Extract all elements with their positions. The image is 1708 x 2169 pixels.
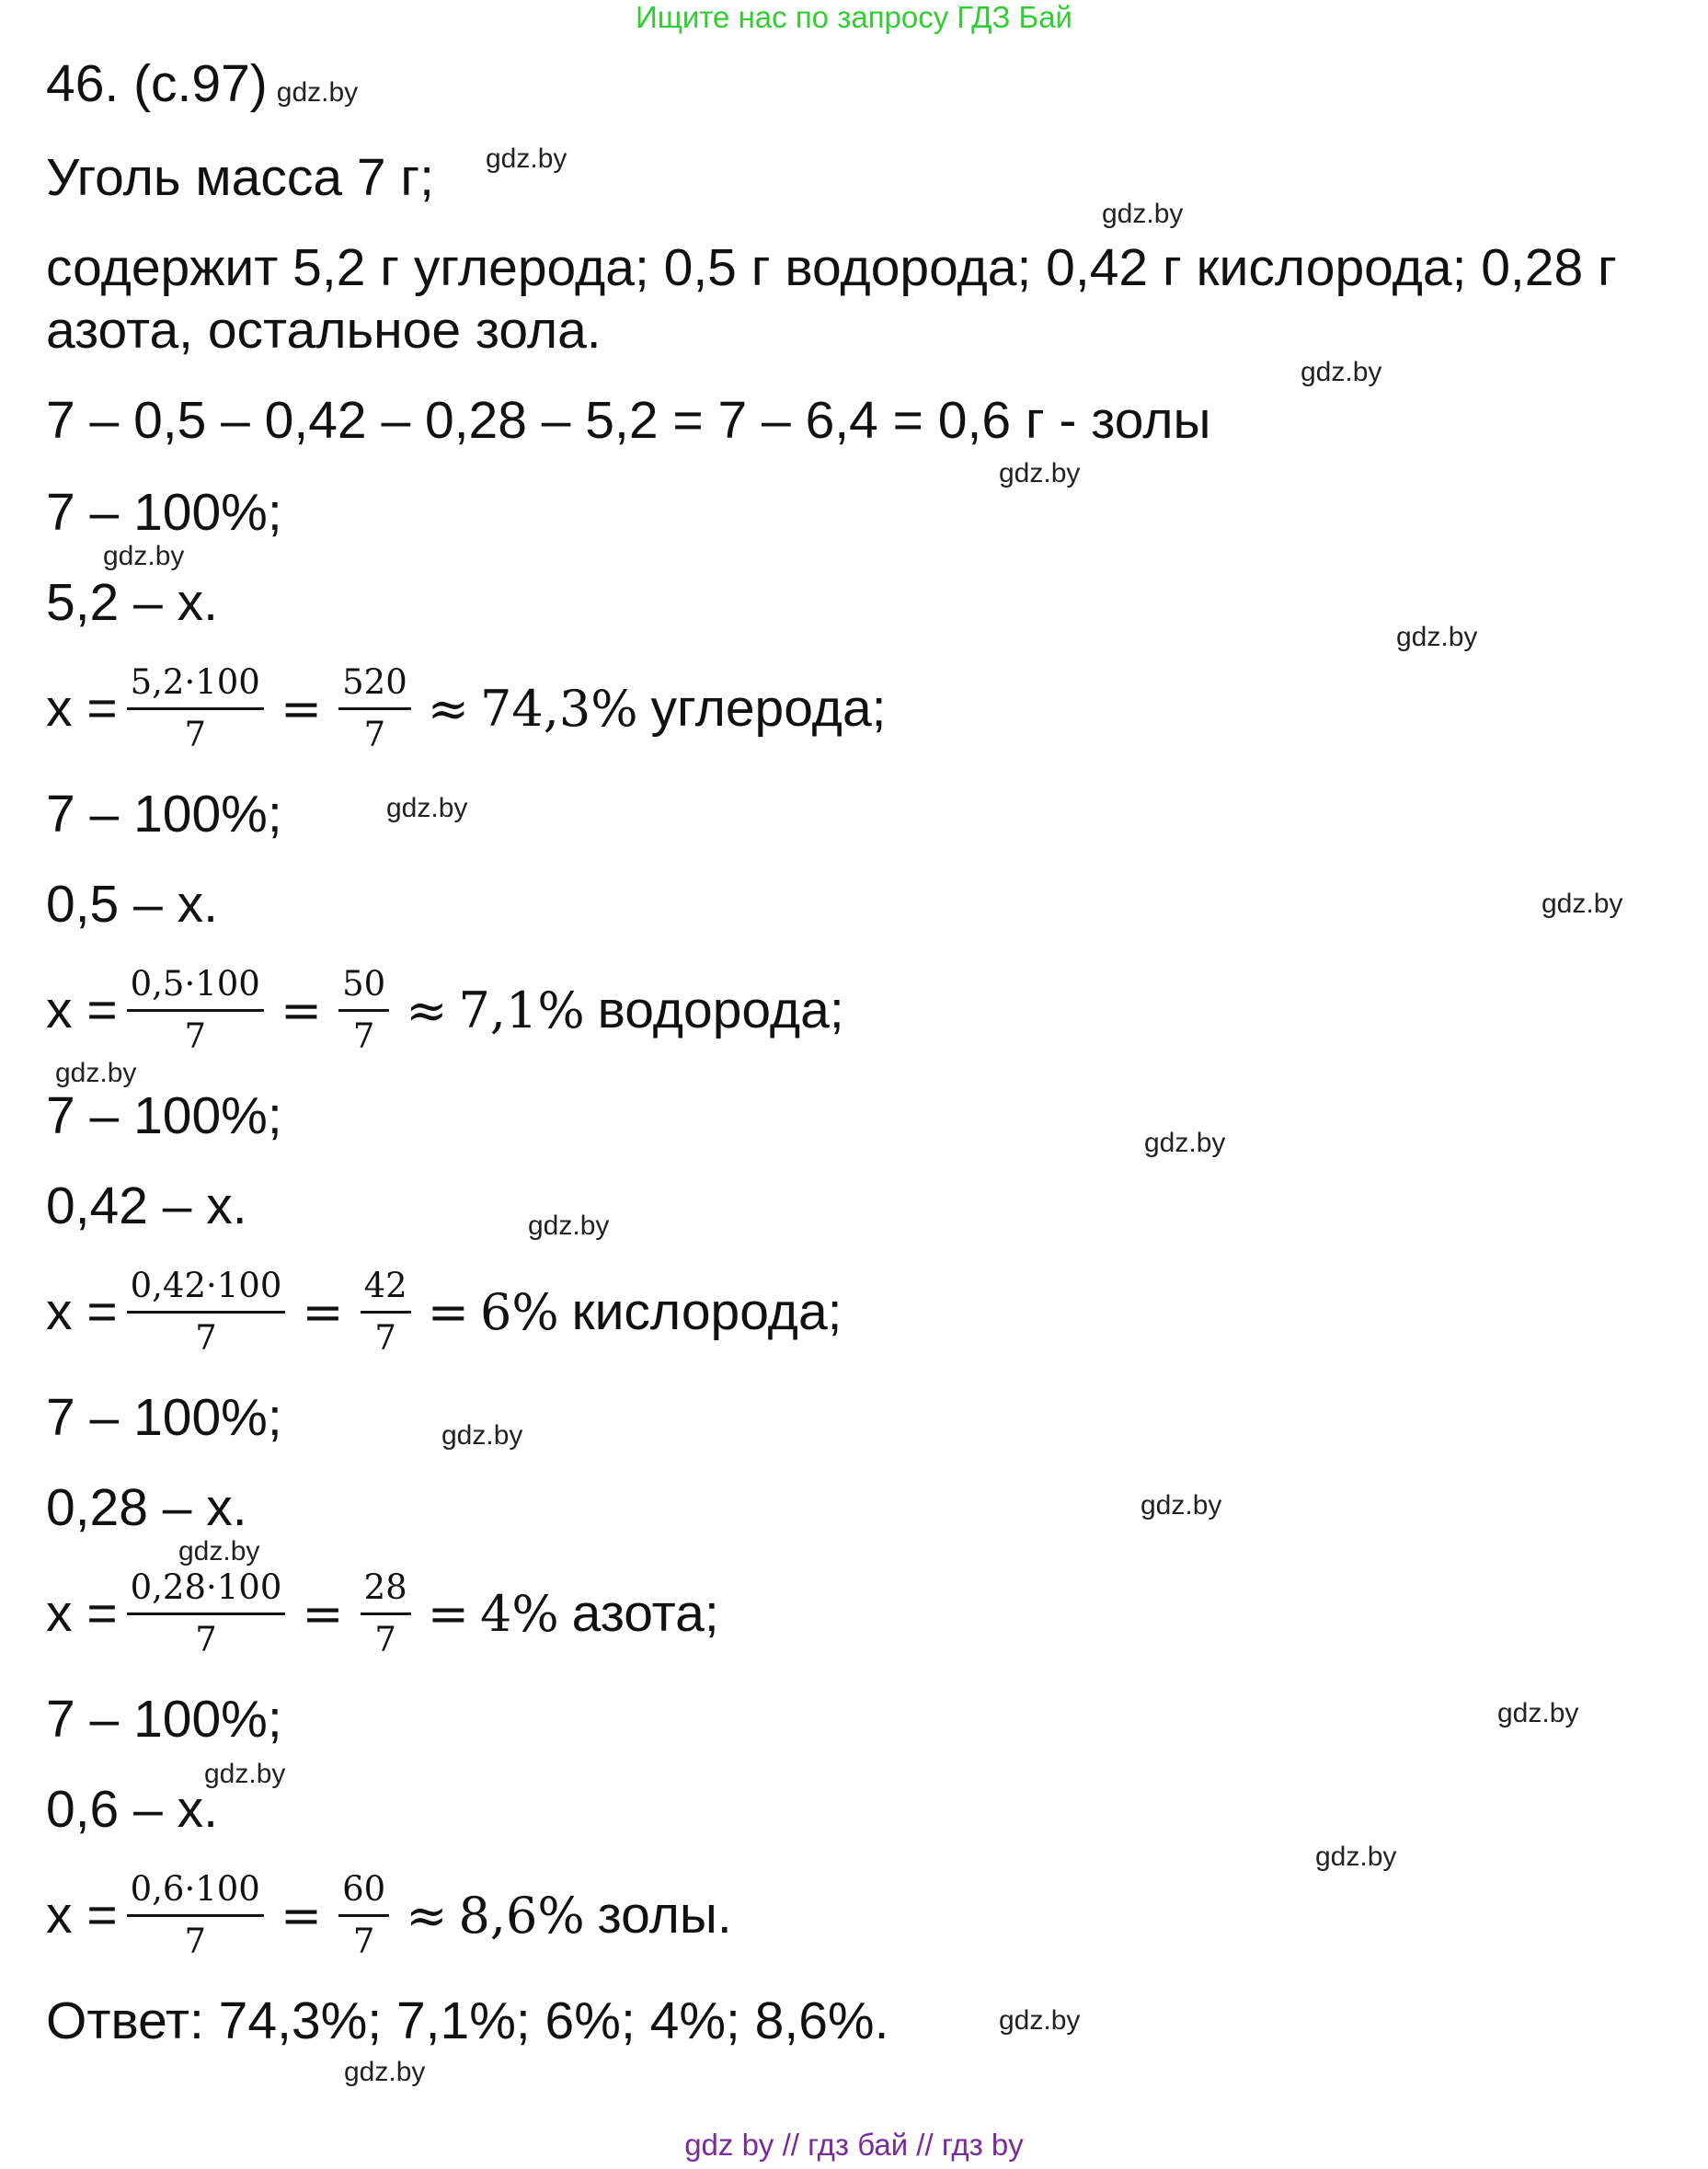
- proportion-total: 7 – 100%;: [46, 483, 282, 542]
- watermark: gdz.by: [441, 1420, 523, 1451]
- numerator: 0,28·100: [127, 1568, 286, 1615]
- equation-hydrogen: [46, 946, 844, 1074]
- x-equals: x =: [46, 1886, 118, 1945]
- equals-sign: =: [427, 1584, 469, 1643]
- element-name: углерода;: [650, 679, 887, 738]
- watermark: gdz.by: [55, 1058, 137, 1088]
- denominator: 7: [195, 1317, 217, 1358]
- watermark: gdz.by: [178, 1536, 260, 1566]
- numerator: 60: [338, 1870, 389, 1917]
- fraction: [127, 1267, 286, 1358]
- denominator: 7: [184, 1921, 207, 1961]
- watermark: gdz.by: [1301, 357, 1382, 387]
- equals-sign: =: [280, 981, 323, 1039]
- watermark: gdz.by: [344, 2057, 426, 2087]
- condition-line-2: содержит 5,2 г углерода; 0,5 г водорода; 0,42 г кислорода; 0,28 г: [46, 238, 1617, 297]
- numerator: 28: [361, 1568, 411, 1615]
- element-name: золы.: [597, 1886, 732, 1945]
- equals-sign: =: [427, 1282, 469, 1341]
- fraction: [361, 1568, 411, 1659]
- watermark: gdz.by: [1497, 1698, 1579, 1728]
- denominator: 7: [374, 1619, 396, 1659]
- approx-sign: ≈: [406, 981, 448, 1039]
- problem-number-line: [46, 53, 358, 123]
- denominator: 7: [184, 1016, 207, 1056]
- equation-carbon: [46, 644, 886, 773]
- approx-sign: ≈: [427, 679, 469, 738]
- watermark: gdz.by: [1144, 1128, 1226, 1158]
- ash-calculation: 7 – 0,5 – 0,42 – 0,28 – 5,2 = 7 – 6,4 = 0,6 г - золы: [46, 391, 1211, 450]
- watermark: gdz.by: [1315, 1842, 1397, 1872]
- watermark: gdz.by: [204, 1759, 286, 1789]
- watermark: gdz.by: [999, 2005, 1081, 2036]
- equals-sign: =: [302, 1584, 344, 1643]
- denominator: 7: [363, 714, 386, 754]
- x-equals: x =: [46, 1584, 118, 1643]
- watermark: gdz.by: [528, 1211, 610, 1241]
- denominator: 7: [184, 714, 207, 754]
- proportion-total: 7 – 100%;: [46, 1388, 282, 1447]
- equals-sign: =: [280, 1886, 323, 1945]
- element-name: водорода;: [597, 981, 844, 1039]
- denominator: 7: [352, 1016, 375, 1056]
- equation-ash: [46, 1851, 732, 1980]
- numerator: 50: [338, 965, 389, 1012]
- fraction: [361, 1267, 411, 1358]
- watermark: gdz.by: [276, 77, 359, 108]
- element-name: кислорода;: [571, 1282, 843, 1341]
- x-equals: x =: [46, 1282, 118, 1341]
- watermark: gdz.by: [386, 793, 468, 823]
- proportion-part: 0,42 – x.: [46, 1176, 247, 1235]
- footer-links: gdz by // гдз бай // гдз by: [684, 2128, 1024, 2162]
- watermark: gdz.by: [1396, 622, 1478, 652]
- fraction: [127, 1568, 286, 1659]
- denominator: 7: [195, 1619, 217, 1659]
- fraction: [338, 663, 411, 754]
- equals-sign: =: [302, 1282, 344, 1341]
- watermark: gdz.by: [1102, 199, 1184, 229]
- equation-oxygen: [46, 1247, 842, 1376]
- numerator: 520: [338, 663, 411, 710]
- fraction: [338, 965, 389, 1056]
- numerator: 0,6·100: [127, 1870, 264, 1917]
- numerator: 0,42·100: [127, 1267, 286, 1314]
- percent-value: 4%: [479, 1584, 559, 1643]
- proportion-total: 7 – 100%;: [46, 1086, 282, 1145]
- equals-sign: =: [280, 679, 323, 738]
- condition-line-1: Уголь масса 7 г;: [46, 148, 435, 207]
- x-equals: x =: [46, 981, 118, 1039]
- answer-line: Ответ: 74,3%; 7,1%; 6%; 4%; 8,6%.: [46, 1991, 889, 2050]
- fraction: [127, 663, 264, 754]
- numerator: 42: [361, 1267, 411, 1314]
- denominator: 7: [374, 1317, 396, 1358]
- condition-line-3: азота, остальное зола.: [46, 301, 602, 360]
- fraction: [127, 965, 264, 1056]
- fraction: [127, 1870, 264, 1961]
- approx-sign: ≈: [406, 1886, 448, 1945]
- proportion-total: 7 – 100%;: [46, 1690, 282, 1749]
- watermark: gdz.by: [103, 541, 185, 571]
- watermark: gdz.by: [486, 143, 567, 174]
- proportion-part: 5,2 – x.: [46, 573, 218, 632]
- percent-value: 74,3%: [479, 679, 638, 738]
- watermark: gdz.by: [1542, 889, 1623, 919]
- equation-nitrogen: [46, 1549, 719, 1678]
- element-name: азота;: [571, 1584, 719, 1643]
- percent-value: 8,6%: [458, 1886, 585, 1945]
- proportion-part: 0,6 – x.: [46, 1780, 218, 1839]
- percent-value: 6%: [479, 1282, 559, 1341]
- top-banner: Ищите нас по запросу ГДЗ Бай: [636, 0, 1072, 34]
- problem-number: 46. (с.97): [46, 54, 268, 113]
- proportion-part: 0,28 – x.: [46, 1478, 247, 1537]
- denominator: 7: [352, 1921, 375, 1961]
- numerator: 5,2·100: [127, 663, 264, 710]
- proportion-total: 7 – 100%;: [46, 785, 282, 844]
- percent-value: 7,1%: [458, 981, 585, 1039]
- x-equals: x =: [46, 679, 118, 738]
- numerator: 0,5·100: [127, 965, 264, 1012]
- watermark: gdz.by: [999, 458, 1081, 488]
- fraction: [338, 1870, 389, 1961]
- proportion-part: 0,5 – x.: [46, 875, 218, 934]
- watermark: gdz.by: [1141, 1490, 1222, 1521]
